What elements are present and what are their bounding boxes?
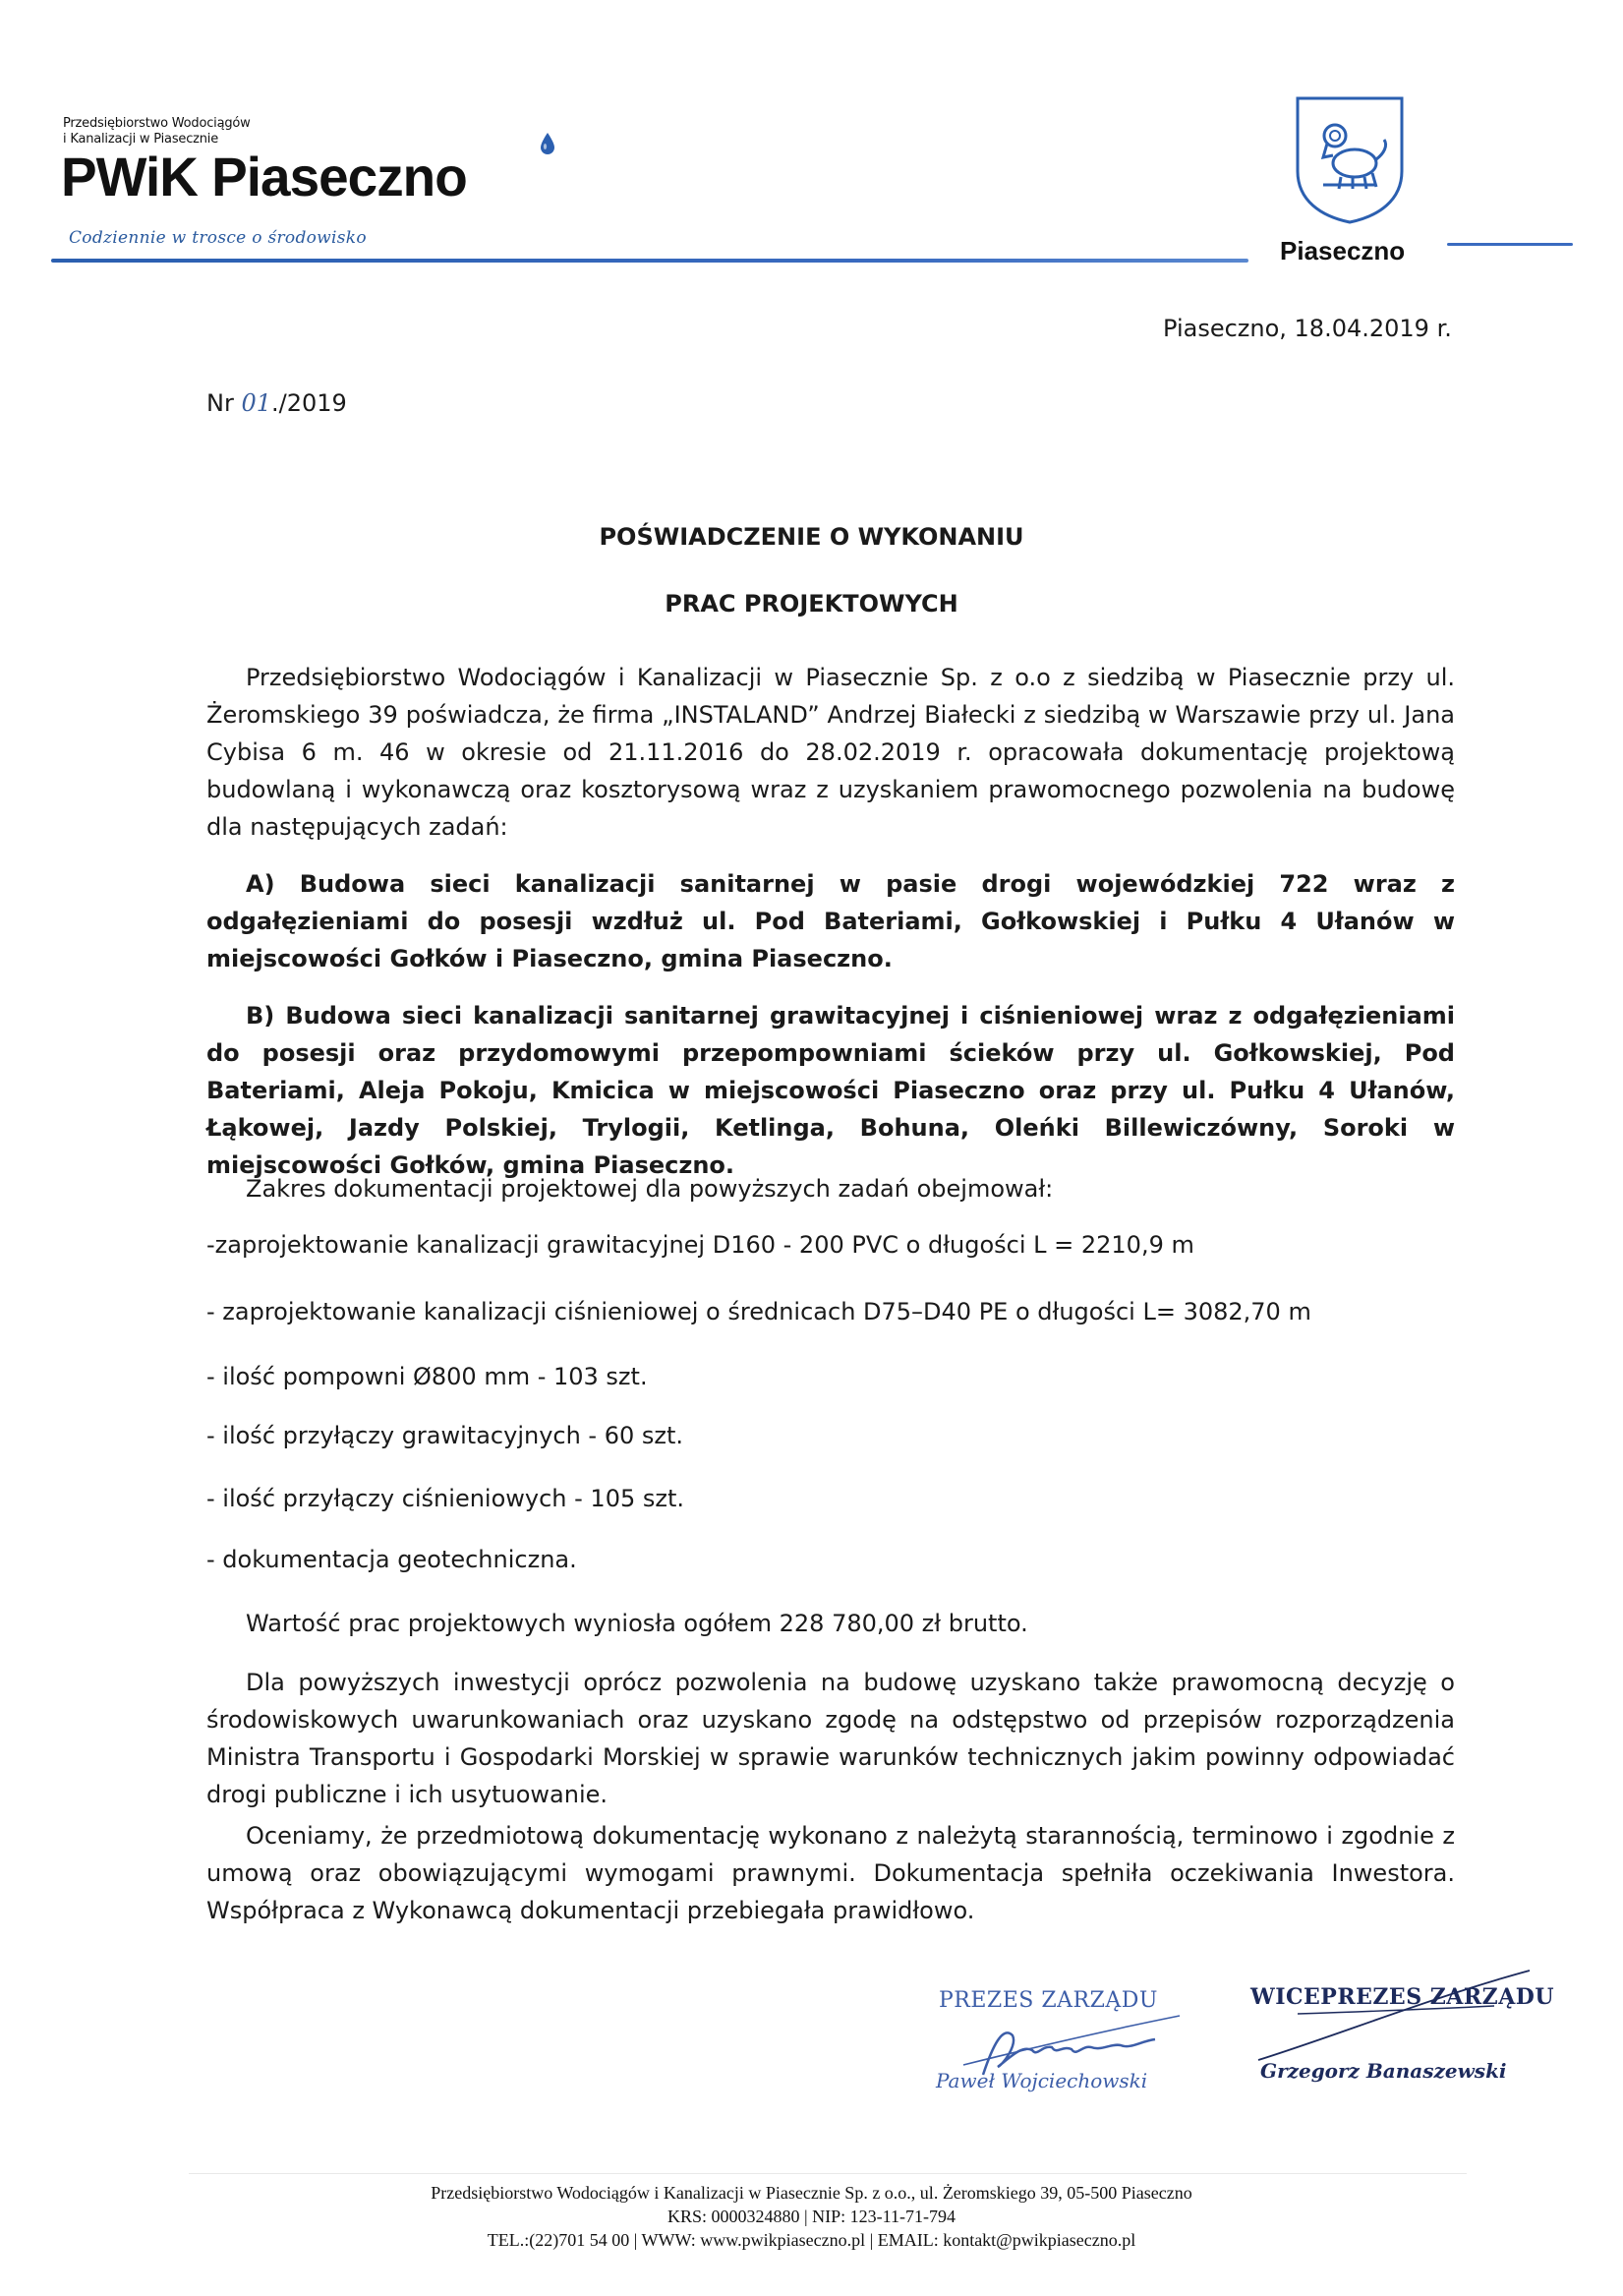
header-divider-right — [1447, 243, 1573, 246]
header-divider — [51, 259, 1248, 263]
slogan: Codziennie w trosce o środowisko — [69, 228, 367, 248]
document-title-line2: PRAC PROJEKTOWYCH — [665, 590, 958, 618]
scope-item: - ilość przyłączy grawitacyjnych - 60 szt. — [206, 1422, 684, 1449]
task-b — [206, 997, 1455, 1184]
org-name-line1: Przedsiębiorstwo Wodociągów — [63, 116, 251, 131]
ref-handwritten-number: 01 — [241, 389, 271, 417]
water-drop-icon — [539, 132, 556, 155]
document-title-line1: POŚWIADCZENIE O WYKONANIU — [599, 523, 1024, 551]
decision-paragraph — [206, 1664, 1455, 1813]
ref-suffix: ./2019 — [271, 389, 347, 417]
scope-intro: Zakres dokumentacji projektowej dla powyższych zadań obejmował: — [246, 1175, 1054, 1203]
intro-text: Przedsiębiorstwo Wodociągów i Kanalizacji w Piasecznie Sp. z o.o z siedzibą w Piasecznie przy ul. Żeromskiego 39 poświadcza, że firma „INSTALAND” Andrzej Białecki z siedzibą w Warszawie przy ul. Jana Cybisa 6 m. 46 w okresie od 21.11.2016 do 28.02.2019 r. opracowała dokumentację projektową budowlaną i wykonawczą oraz kosztorysową wraz z uzyskaniem prawomocnego pozwolenia na budowę dla następujących zadań: — [206, 664, 1455, 841]
signature-name-right: Grzegorz Banaszewski — [1260, 2059, 1507, 2083]
brand-logo-text: PWiK Piaseczno — [61, 146, 467, 207]
scope-item: - ilość pompowni Ø800 mm - 103 szt. — [206, 1363, 648, 1390]
task-a — [206, 865, 1455, 977]
letter-date: Piaseczno, 18.04.2019 r. — [1163, 315, 1452, 342]
footer-contact: TEL.:(22)701 54 00 | WWW: www.pwikpiaseczno.pl | EMAIL: kontakt@pwikpiaseczno.pl — [487, 2230, 1136, 2250]
city-crest-icon — [1294, 94, 1406, 224]
scope-item: - ilość przyłączy ciśnieniowych - 105 szt. — [206, 1485, 684, 1512]
scope-item: - dokumentacja geotechniczna. — [206, 1546, 577, 1573]
footer-divider — [189, 2173, 1467, 2174]
signature-title-left: PREZES ZARZĄDU — [939, 1988, 1158, 2013]
city-name: Piaseczno — [1280, 236, 1406, 265]
task-b-text: B) Budowa sieci kanalizacji sanitarnej grawitacyjnej i ciśnieniowej wraz z odgałęzieniami do posesji oraz przydomowymi przepompowniami ścieków przy ul. Gołkowskiej, Pod Bateriami, Aleja Pokoju, Kmicica w miejscowości Piaseczno oraz przy ul. Pułku 4 Ułanów, Łąkowej, Jazdy Polskiej, Trylogii, Ketlinga, Bohuna, Oleńki Billewiczówny, Soroki w miejscowości Gołków, gmina Piaseczno. — [206, 1002, 1455, 1179]
scope-item: - zaprojektowanie kanalizacji ciśnieniowej o średnicach D75–D40 PE o długości L= 3082,70 m — [206, 1298, 1311, 1325]
scope-item: -zaprojektowanie kanalizacji grawitacyjnej D160 - 200 PVC o długości L = 2210,9 m — [206, 1231, 1194, 1259]
task-a-text: A) Budowa sieci kanalizacji sanitarnej w pasie drogi wojewódzkiej 722 wraz z odgałęzieniami do posesji wzdłuż ul. Pod Bateriami, Gołkowskiej i Pułku 4 Ułanów w miejscowości Gołków i Piaseczno, gmina Piaseczno. — [206, 870, 1455, 972]
footer-address: Przedsiębiorstwo Wodociągów i Kanalizacji w Piasecznie Sp. z o.o., ul. Żeromskiego 39, 05-500 Piaseczno — [431, 2183, 1192, 2203]
signature-name-left: Paweł Wojciechowski — [936, 2069, 1148, 2092]
reference-number — [206, 389, 347, 417]
footer-registry: KRS: 0000324880 | NIP: 123-11-71-794 — [667, 2207, 956, 2226]
signature-title-right: WICEPREZES ZARZĄDU — [1250, 1984, 1555, 2010]
ref-prefix: Nr — [206, 389, 242, 417]
intro-paragraph — [206, 659, 1455, 846]
decision-text: Dla powyższych inwestycji oprócz pozwolenia na budowę uzyskano także prawomocną decyzję o środowiskowych uwarunkowaniach oraz uzyskano zgodę na odstępstwo od przepisów rozporządzenia Ministra Transportu i Gospodarki Morskiej w sprawie warunków technicznych jakim powinny odpowiadać drogi publiczne i ich usytuowanie. — [206, 1669, 1455, 1808]
value-paragraph: Wartość prac projektowych wyniosła ogółem 228 780,00 zł brutto. — [246, 1610, 1028, 1637]
org-name-line2: i Kanalizacji w Piasecznie — [63, 132, 219, 147]
evaluation-paragraph — [206, 1817, 1455, 1929]
evaluation-text: Oceniamy, że przedmiotową dokumentację wykonano z należytą starannością, terminowo i zgodnie z umową oraz obowiązującymi wymogami prawnymi. Dokumentacja spełniła oczekiwania Inwestora. Współpraca z Wykonawcą dokumentacji przebiegała prawidłowo. — [206, 1822, 1455, 1924]
